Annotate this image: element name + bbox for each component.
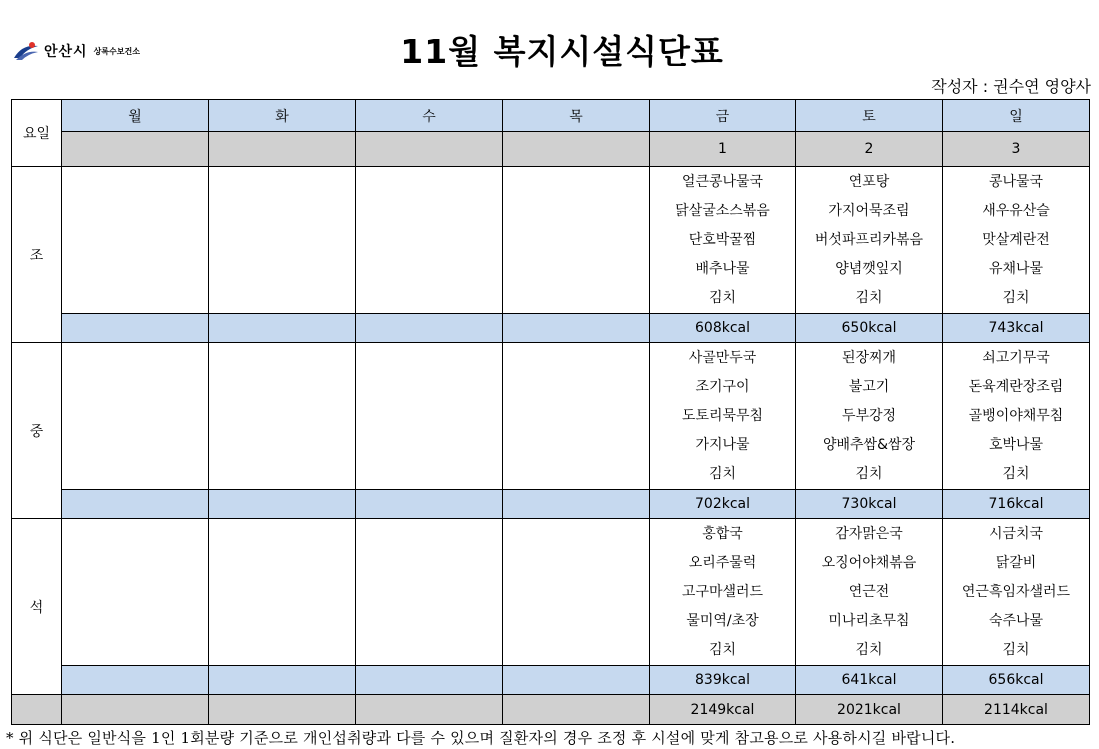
menu-item: 고구마샐러드 xyxy=(681,584,764,600)
date-cell: 1 xyxy=(650,132,796,167)
total-kcal-cell: 2114kcal xyxy=(943,695,1090,725)
day-header: 일 xyxy=(943,100,1090,132)
date-cell: 2 xyxy=(796,132,943,167)
kcal-row xyxy=(12,666,1090,695)
menu-item: 양념깻잎지 xyxy=(835,261,903,277)
author-line: 작성자 : 권수연 영양사 xyxy=(931,77,1091,96)
kcal-cell: 730kcal xyxy=(796,490,943,519)
kcal-cell: 650kcal xyxy=(796,314,943,343)
meal-cell xyxy=(503,167,650,314)
kcal-cell xyxy=(356,314,503,343)
meal-cell xyxy=(943,343,1090,490)
logo-subtitle: 상록수보건소 xyxy=(93,46,140,56)
kcal-cell: 656kcal xyxy=(943,666,1090,695)
kcal-row xyxy=(12,490,1090,519)
meal-cell xyxy=(209,519,356,666)
kcal-cell xyxy=(62,666,209,695)
yoil-label: 요일 xyxy=(12,100,62,167)
menu-item: 김치 xyxy=(855,466,883,482)
menu-item: 닭갈비 xyxy=(995,555,1037,571)
kcal-cell xyxy=(356,666,503,695)
kcal-cell: 641kcal xyxy=(796,666,943,695)
menu-item: 새우유산슬 xyxy=(982,203,1050,219)
menu-item: 쇠고기무국 xyxy=(982,350,1050,366)
kcal-cell xyxy=(209,314,356,343)
menu-item: 김치 xyxy=(1002,642,1030,658)
day-header: 금 xyxy=(650,100,796,132)
logo-name: 안산시 xyxy=(44,44,88,60)
date-cell xyxy=(209,132,356,167)
day-header: 월 xyxy=(62,100,209,132)
meal-row xyxy=(12,519,1090,666)
menu-item: 오리주물럭 xyxy=(688,555,757,571)
total-row xyxy=(12,695,1090,725)
menu-item: 조기구이 xyxy=(695,379,750,395)
menu-item: 양배추쌈&쌈장 xyxy=(822,437,916,453)
menu-item: 연포탕 xyxy=(848,174,890,190)
menu-item: 사골만두국 xyxy=(688,350,757,366)
menu-item: 시금치국 xyxy=(988,526,1044,542)
menu-item: 미나리초무침 xyxy=(828,613,910,629)
day-header: 수 xyxy=(356,100,503,132)
menu-item: 된장찌개 xyxy=(841,350,897,366)
kcal-cell xyxy=(503,666,650,695)
date-cell: 3 xyxy=(943,132,1090,167)
menu-item: 홍합국 xyxy=(702,526,743,542)
menu-item: 김치 xyxy=(708,290,737,306)
day-header: 화 xyxy=(209,100,356,132)
menu-item: 도토리묵무침 xyxy=(681,408,764,424)
meal-cell xyxy=(943,519,1090,666)
meal-cell xyxy=(62,167,209,314)
meal-row xyxy=(12,343,1090,490)
menu-item: 김치 xyxy=(1002,466,1030,482)
menu-item: 배추나물 xyxy=(695,261,750,277)
meal-cell xyxy=(209,167,356,314)
total-kcal-cell: 2149kcal xyxy=(650,695,796,725)
menu-item: 가지어묵조림 xyxy=(828,203,910,219)
meal-cell xyxy=(650,343,796,490)
menu-item: 감자맑은국 xyxy=(835,526,903,542)
menu-item: 김치 xyxy=(855,642,883,658)
meal-cell xyxy=(796,167,943,314)
menu-item: 오징어야채볶음 xyxy=(821,555,917,571)
day-header-row xyxy=(12,100,1090,132)
meal-row xyxy=(12,167,1090,314)
total-kcal-cell xyxy=(209,695,356,725)
page-title: 11월 복지시설식단표 xyxy=(400,32,724,71)
meal-cell xyxy=(356,519,503,666)
menu-item: 김치 xyxy=(708,466,737,482)
menu-table xyxy=(11,99,1090,725)
kcal-cell xyxy=(356,490,503,519)
kcal-cell xyxy=(503,490,650,519)
kcal-cell xyxy=(503,314,650,343)
day-header: 토 xyxy=(796,100,943,132)
day-header: 목 xyxy=(503,100,650,132)
meal-cell xyxy=(650,519,796,666)
kcal-cell xyxy=(209,490,356,519)
meal-cell xyxy=(943,167,1090,314)
menu-item: 김치 xyxy=(1002,290,1030,306)
meal-label: 석 xyxy=(12,519,62,695)
date-cell xyxy=(62,132,209,167)
kcal-cell xyxy=(62,490,209,519)
kcal-cell xyxy=(209,666,356,695)
menu-item: 버섯파프리카볶음 xyxy=(814,232,924,248)
kcal-cell: 608kcal xyxy=(650,314,796,343)
menu-item: 두부강정 xyxy=(841,408,897,424)
menu-item: 단호박꿀찜 xyxy=(688,232,757,248)
meal-cell xyxy=(356,343,503,490)
kcal-cell: 839kcal xyxy=(650,666,796,695)
menu-item: 연근흑임자샐러드 xyxy=(961,584,1071,600)
date-cell xyxy=(356,132,503,167)
meal-cell xyxy=(356,167,503,314)
kcal-cell: 743kcal xyxy=(943,314,1090,343)
meal-cell xyxy=(650,167,796,314)
total-label-cell xyxy=(12,695,62,725)
meal-cell xyxy=(62,519,209,666)
menu-item: 콩나물국 xyxy=(988,174,1044,190)
meal-cell xyxy=(503,343,650,490)
kcal-row xyxy=(12,314,1090,343)
date-cell xyxy=(503,132,650,167)
menu-item: 숙주나물 xyxy=(988,613,1044,629)
kcal-cell: 716kcal xyxy=(943,490,1090,519)
meal-cell xyxy=(209,343,356,490)
total-kcal-cell: 2021kcal xyxy=(796,695,943,725)
menu-item: 연근전 xyxy=(848,584,890,600)
meal-cell xyxy=(62,343,209,490)
total-kcal-cell xyxy=(62,695,209,725)
menu-item: 닭살굴소스볶음 xyxy=(675,203,770,219)
meal-label: 중 xyxy=(12,343,62,519)
meal-cell xyxy=(796,519,943,666)
menu-item: 김치 xyxy=(708,642,737,658)
meal-cell xyxy=(796,343,943,490)
meal-cell xyxy=(503,519,650,666)
footnote: * 위 식단은 일반식을 1인 1회분량 기준으로 개인섭취량과 다를 수 있으며 질환자의 경우 조정 후 시설에 맞게 참고용으로 사용하시길 바랍니다. xyxy=(6,729,956,747)
total-kcal-cell xyxy=(503,695,650,725)
menu-item: 김치 xyxy=(855,290,883,306)
meal-label: 조 xyxy=(12,167,62,343)
menu-item: 얼큰콩나물국 xyxy=(681,174,764,190)
menu-item: 돈육계란장조림 xyxy=(968,379,1064,395)
kcal-cell: 702kcal xyxy=(650,490,796,519)
date-row xyxy=(12,132,1090,167)
kcal-cell xyxy=(62,314,209,343)
menu-item: 가지나물 xyxy=(695,437,750,453)
menu-item: 골뱅이야채무침 xyxy=(968,408,1064,424)
menu-item: 물미역/초장 xyxy=(686,613,759,629)
menu-item: 맛살계란전 xyxy=(982,232,1050,248)
menu-item: 유채나물 xyxy=(988,261,1044,277)
menu-item: 호박나물 xyxy=(988,437,1044,453)
menu-item: 불고기 xyxy=(848,379,890,395)
total-kcal-cell xyxy=(356,695,503,725)
